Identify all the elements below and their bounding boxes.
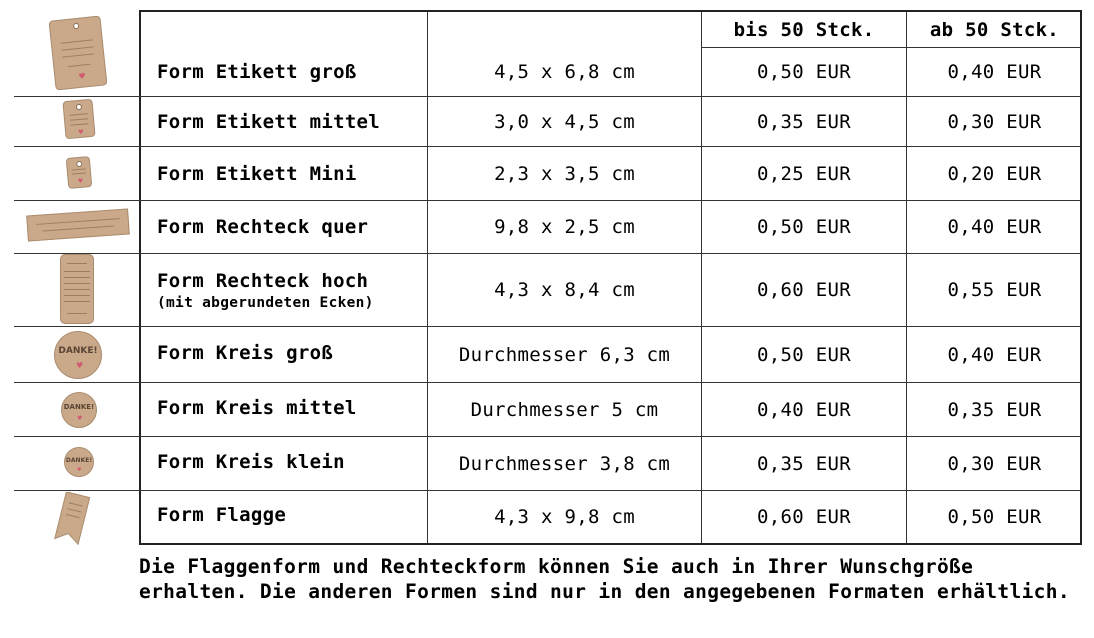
- product-name: Form Kreis groß: [157, 342, 334, 364]
- product-name: Form Etikett mittel: [157, 110, 381, 133]
- heart-icon: ♥: [77, 128, 84, 137]
- price-ab-50: 0,20 EUR: [947, 162, 1042, 185]
- tag-large-thumbnail: [48, 15, 107, 90]
- product-size: 2,3 x 3,5 cm: [494, 162, 635, 185]
- product-size: Durchmesser 5 cm: [470, 398, 659, 421]
- heart-icon: ♥: [76, 361, 84, 370]
- header-bis-50: bis 50 Stck.: [733, 18, 875, 41]
- tag-hole-icon: [76, 104, 83, 111]
- circle-small-thumbnail: [64, 447, 94, 477]
- price-bis-50: 0,25 EUR: [757, 162, 851, 185]
- price-ab-50: 0,40 EUR: [947, 61, 1042, 83]
- heart-icon: ♥: [77, 415, 83, 422]
- heart-icon: ♥: [77, 177, 84, 186]
- product-name: Form Rechteck hoch: [157, 269, 369, 292]
- product-name: Form Kreis klein: [157, 451, 345, 473]
- heart-icon: ♥: [77, 467, 82, 473]
- tag-medium-thumbnail: [62, 99, 95, 139]
- product-size: Durchmesser 6,3 cm: [458, 343, 671, 366]
- product-name: Form Rechteck quer: [157, 216, 369, 238]
- price-bis-50: 0,50 EUR: [757, 343, 851, 366]
- circle-large-thumbnail: [54, 331, 102, 379]
- price-ab-50: 0,35 EUR: [947, 398, 1042, 421]
- price-bis-50: 0,50 EUR: [757, 61, 851, 83]
- product-size: 3,0 x 4,5 cm: [494, 110, 635, 133]
- product-size: 4,5 x 6,8 cm: [494, 61, 635, 83]
- price-ab-50: 0,40 EUR: [947, 216, 1042, 238]
- circle-medium-thumbnail: [61, 392, 97, 428]
- danke-label: DANKE!: [65, 457, 93, 464]
- price-bis-50: 0,60 EUR: [757, 506, 851, 528]
- tag-hole-icon: [73, 23, 80, 30]
- price-bis-50: 0,35 EUR: [757, 452, 851, 475]
- product-name-cell: [157, 254, 374, 326]
- product-size: Durchmesser 3,8 cm: [458, 452, 671, 475]
- price-bis-50: 0,35 EUR: [757, 110, 851, 133]
- product-size: 9,8 x 2,5 cm: [494, 216, 635, 238]
- heart-icon: ♥: [77, 71, 87, 82]
- product-note: (mit abgerundeten Ecken): [157, 294, 374, 311]
- price-bis-50: 0,40 EUR: [757, 398, 851, 421]
- price-ab-50: 0,30 EUR: [947, 452, 1042, 475]
- product-name: Form Etikett Mini: [157, 162, 357, 185]
- price-ab-50: 0,55 EUR: [947, 279, 1042, 301]
- rectangle-portrait-thumbnail: [60, 254, 94, 324]
- price-bis-50: 0,50 EUR: [757, 216, 851, 238]
- danke-label: DANKE!: [58, 346, 98, 356]
- tag-mini-thumbnail: [66, 156, 93, 189]
- price-table: [139, 10, 1082, 545]
- danke-label: DANKE!: [63, 403, 95, 411]
- footnote-text: Die Flaggenform und Rechteckform können Sie auch in Ihrer Wunschgröße erhalten. Die anderen Formen sind nur in den angegebenen Formaten erhältlich.: [139, 555, 1070, 603]
- flag-thumbnail: [52, 492, 92, 546]
- product-size: 4,3 x 8,4 cm: [494, 279, 635, 301]
- price-ab-50: 0,30 EUR: [947, 110, 1042, 133]
- price-bis-50: 0,60 EUR: [757, 279, 851, 301]
- product-name: Form Flagge: [157, 504, 287, 526]
- product-size: 4,3 x 9,8 cm: [494, 506, 635, 528]
- product-name: Form Kreis mittel: [157, 397, 357, 419]
- header-ab-50: ab 50 Stck.: [929, 18, 1060, 41]
- tag-hole-icon: [76, 161, 83, 168]
- rectangle-landscape-thumbnail: [26, 208, 130, 241]
- price-ab-50: 0,50 EUR: [947, 506, 1042, 528]
- product-name: Form Etikett groß: [157, 61, 357, 83]
- price-ab-50: 0,40 EUR: [947, 343, 1042, 366]
